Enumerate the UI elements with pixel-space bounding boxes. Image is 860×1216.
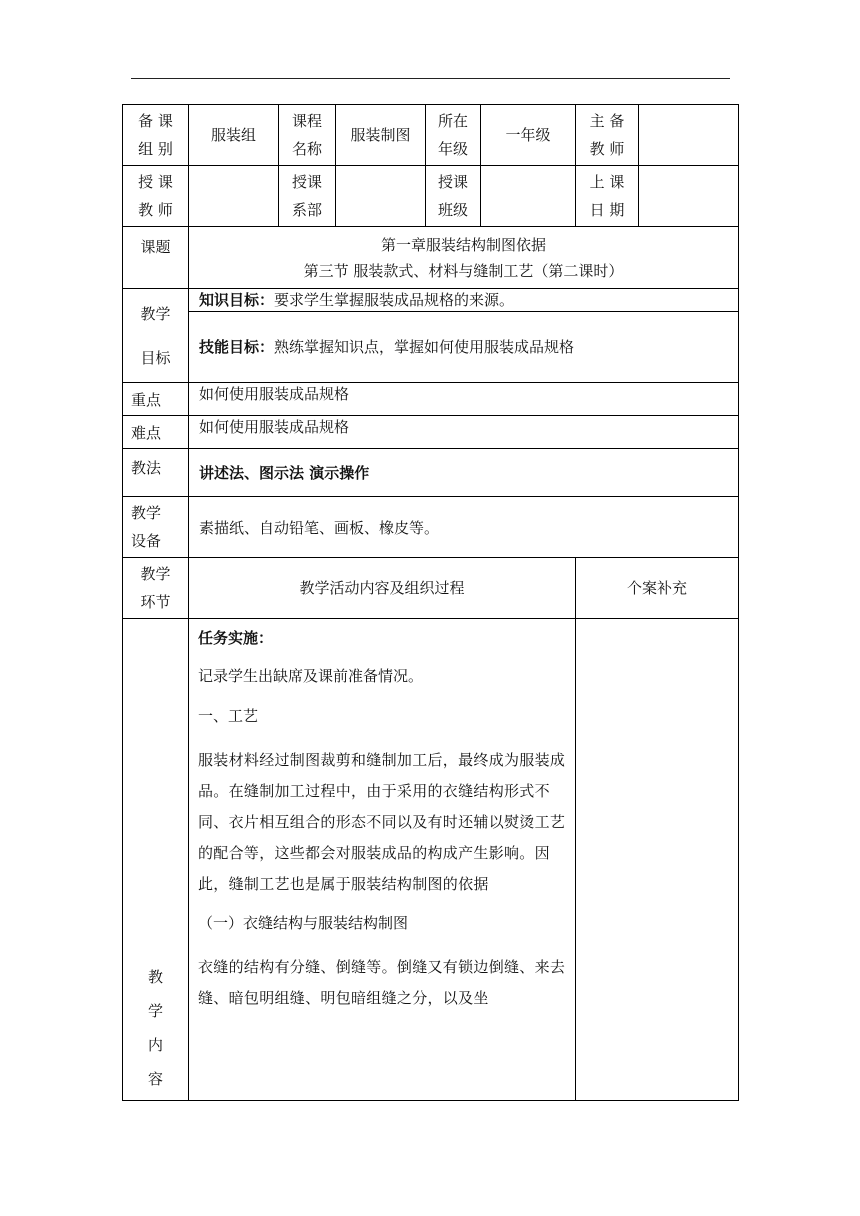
lead-teacher-value [639, 105, 739, 166]
difficulty-row [123, 416, 739, 449]
supplement-header: 个案补充 [576, 558, 739, 619]
teacher-label: 授 课 教 师 [123, 166, 189, 227]
method-row [123, 449, 739, 497]
content-label: 教 学 内 容 [123, 619, 189, 1101]
goals-row-knowledge [123, 289, 739, 312]
lesson-plan-table [122, 104, 739, 1101]
header-rule [131, 78, 730, 79]
knowledge-goal-text: 要求学生掌握服装成品规格的来源。 [274, 291, 515, 309]
supplement-cell [576, 619, 739, 1101]
process-label: 教学 环节 [123, 558, 189, 619]
difficulty-text: 如何使用服装成品规格 [189, 416, 739, 449]
info-row-1 [123, 105, 739, 166]
goals-label: 教学 目标 [123, 289, 189, 383]
course-value: 服装制图 [336, 105, 426, 166]
topic-section: 第三节 服装款式、材料与缝制工艺（第二课时） [303, 261, 624, 280]
grade-value: 一年级 [481, 105, 576, 166]
group-value: 服装组 [189, 105, 279, 166]
difficulty-label: 难点 [123, 416, 189, 449]
class-value [481, 166, 576, 227]
section-heading: 一、工艺 [198, 707, 259, 725]
equipment-text: 素描纸、自动铅笔、画板、橡皮等。 [189, 497, 739, 558]
knowledge-goal [189, 289, 739, 312]
topic-row [123, 227, 739, 289]
department-value [336, 166, 426, 227]
equipment-label: 教学 设备 [123, 497, 189, 558]
subsection-heading: （一）衣缝结构与服装结构制图 [198, 914, 409, 932]
topic-chapter: 第一章服装结构制图依据 [380, 235, 546, 254]
equipment-row [123, 497, 739, 558]
method-text: 讲述法、图示法 演示操作 [189, 449, 739, 497]
key-point-label: 重点 [123, 383, 189, 416]
topic-label: 课题 [123, 227, 189, 289]
activity-header: 教学活动内容及组织过程 [189, 558, 576, 619]
content-row [123, 619, 739, 1101]
method-label: 教法 [123, 449, 189, 497]
key-point-text: 如何使用服装成品规格 [189, 383, 739, 416]
date-value [639, 166, 739, 227]
key-point-row [123, 383, 739, 416]
group-label: 备 课 组 别 [123, 105, 189, 166]
grade-label: 所在 年级 [426, 105, 481, 166]
process-header-row [123, 558, 739, 619]
skill-goal-key: 技能目标： [199, 338, 275, 356]
paragraph-2: 衣缝的结构有分缝、倒缝等。倒缝又有锁边倒缝、来去缝、暗包明组缝、明包暗组缝之分，以及坐 [198, 958, 566, 1007]
content-body [189, 619, 576, 1101]
skill-goal-text: 熟练掌握知识点，掌握如何使用服装成品规格 [274, 338, 575, 356]
topic-value [189, 227, 739, 289]
department-label: 授课 系部 [279, 166, 336, 227]
course-label: 课程 名称 [279, 105, 336, 166]
task-title: 任务实施： [198, 629, 274, 647]
date-label: 上 课 日 期 [576, 166, 639, 227]
lead-teacher-label: 主 备 教 师 [576, 105, 639, 166]
skill-goal [189, 312, 739, 383]
attendance-note: 记录学生出缺席及课前准备情况。 [198, 667, 424, 685]
knowledge-goal-key: 知识目标： [199, 291, 275, 309]
teacher-value [189, 166, 279, 227]
info-row-2 [123, 166, 739, 227]
class-label: 授课 班级 [426, 166, 481, 227]
paragraph-1: 服装材料经过制图裁剪和缝制加工后，最终成为服装成品。在缝制加工过程中，由于采用的衣缝结构形式不同、衣片相互组合的形态不同以及有时还辅以熨烫工艺的配合等，这些都会对服装成品的构成产生影响。因此，缝制工艺也是属于服装结构制图的依据 [198, 751, 566, 893]
goals-row-skill [123, 312, 739, 383]
